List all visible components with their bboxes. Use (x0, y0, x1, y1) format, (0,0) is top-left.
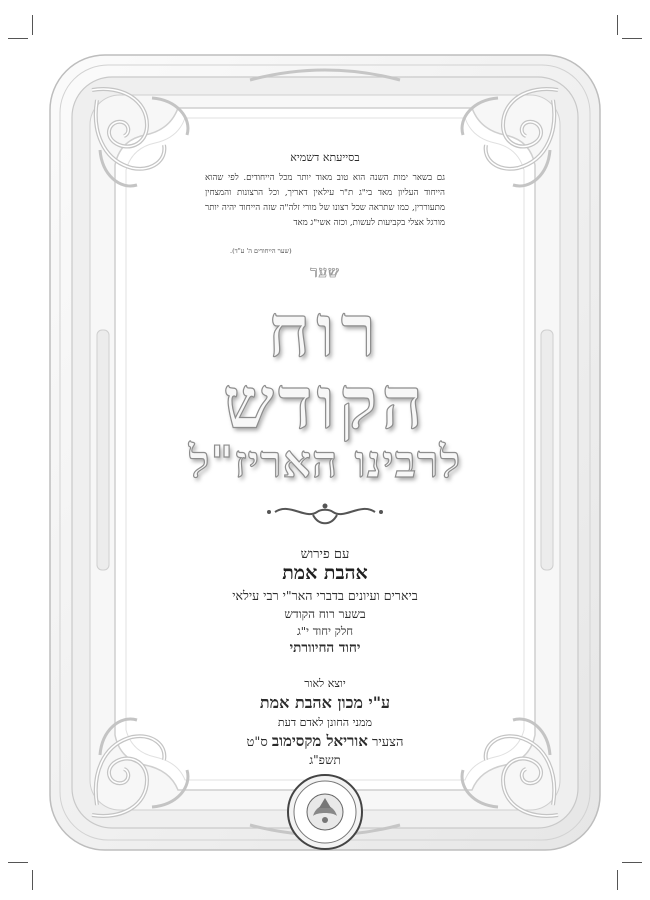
opening-quote: גם בשאר ימות השנה הוא טוב מאוד יותר מכל הייחודים. לפי שהוא הייחוד העליון מאד בי"ג ת"ר עילאין דאריך, וכל הרצונות והמצחין מתעוררין, כמו שתראה שכל רצונו של מורי זלה"ה שזה הייחוד יהיה יותר מורגל אצלי בקביעות לעשות, וכזה אשי"ג מאד (205, 173, 445, 228)
publisher-line (0, 732, 650, 751)
round-seal-icon (285, 772, 365, 852)
publisher-suffix: ס"ט (246, 735, 268, 750)
part-line: חלק יחוד י"ג (296, 624, 354, 638)
title-line-1: רוח (267, 288, 383, 373)
commentary-name: אהבת אמת (282, 562, 368, 584)
title-gate-word: שער (310, 263, 340, 281)
appointees-line: ממני החונן לאדם דעת (277, 716, 373, 729)
title-line-3: לרבינו האריז"ל (188, 437, 462, 488)
gate-line: בשער רוח הקודש (284, 607, 366, 621)
unification-line: יחוד החיוורתי (289, 640, 361, 656)
assistance-header: בסייעתא דשמיא (290, 151, 360, 164)
explanations-line: ביארים ועיונים בדברי האר"י רבי עילאי (232, 588, 418, 603)
published-label: יוצא לאור (304, 677, 346, 690)
title-line-2: הקודש (223, 360, 427, 445)
with-commentary-label: עם פירוש (300, 547, 350, 562)
institute-name: ע"י מכון אהבת אמת (259, 693, 391, 712)
publisher-prefix: הצעיר (372, 735, 404, 750)
publication-year: תשפ"ג (309, 753, 341, 767)
quote-source: (שער הייחודים ה' ע"ד). (230, 247, 292, 255)
publisher-name: אוריאל מקסימוב (271, 732, 368, 750)
